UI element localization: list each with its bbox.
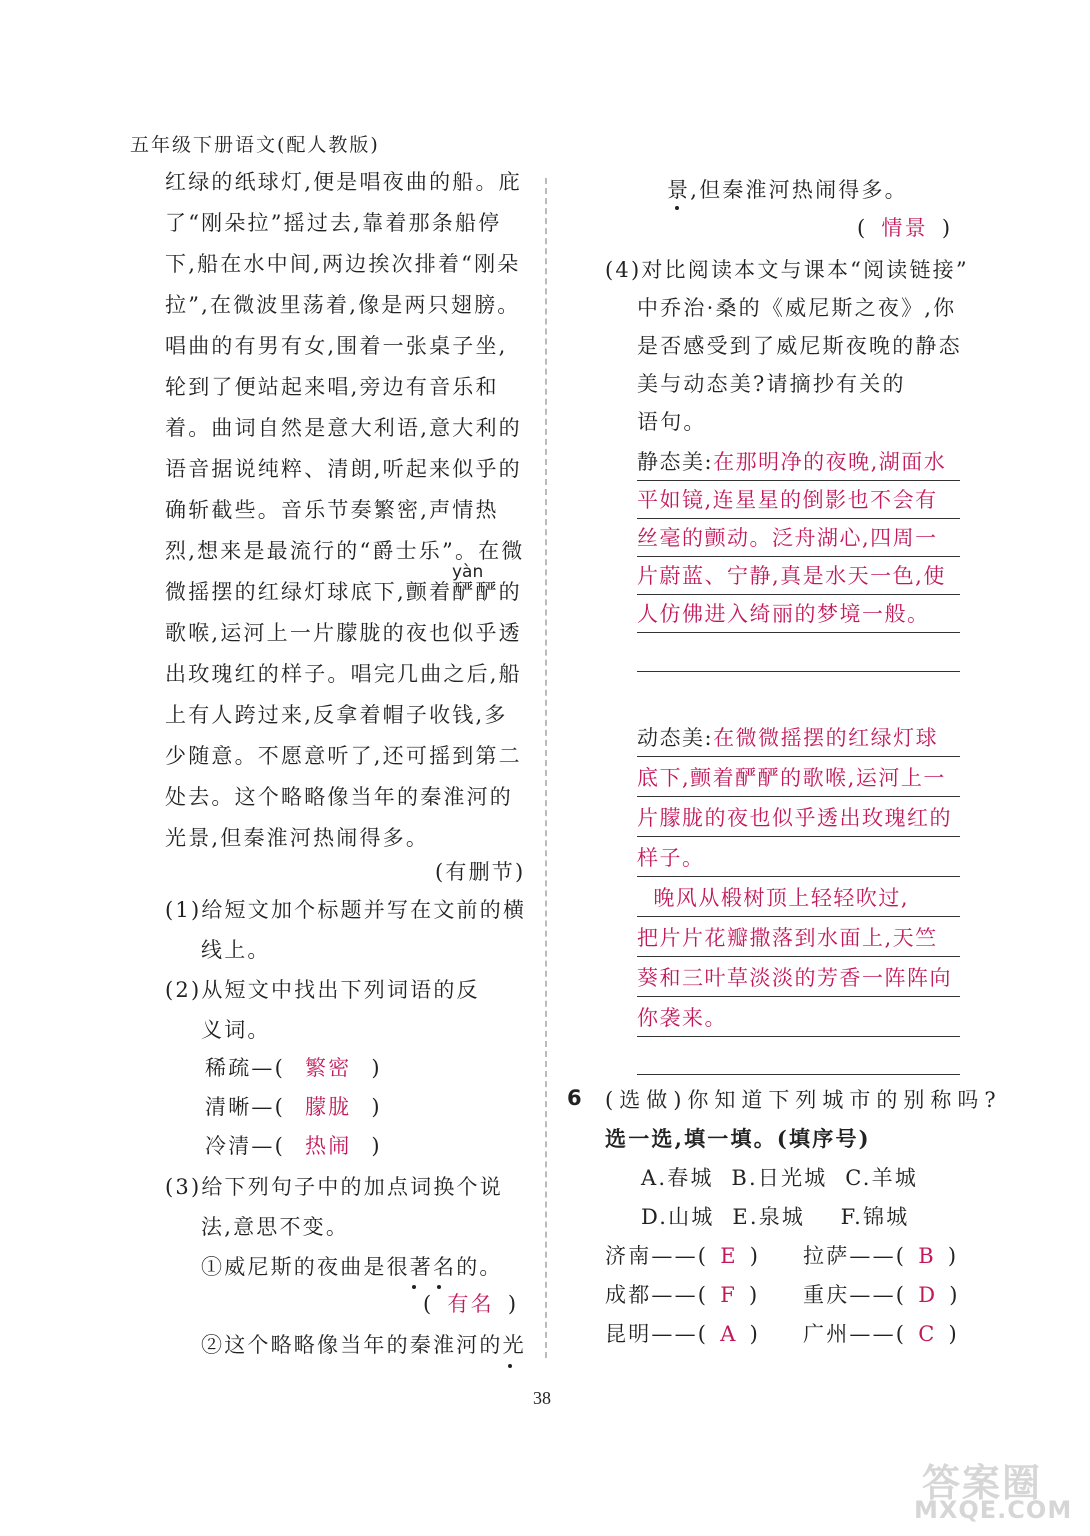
passage-line: 出玫瑰红的样子。唱完几曲之后,船 [165,662,522,686]
page-header: 五年级下册语文(配人教版) [130,134,380,156]
city-answer: B [918,1244,936,1268]
blank-answer-line [637,671,960,672]
static-beauty-answer: 丝毫的颤动。泛舟湖心,四周一 [637,524,960,557]
question-3-sentence-1: ①威尼斯的夜曲是很著名的。 [201,1255,503,1279]
dynamic-beauty-answer: 葵和三叶草淡淡的芳香一阵阵向 [637,964,960,997]
antonym-item: 清晰—( 朦胧 ) [205,1095,382,1119]
emphasis-dot [412,1285,416,1289]
city-item: 济南——( E ) [605,1244,761,1268]
passage-line: 唱曲的有男有女,围着一张桌子坐, [165,334,508,358]
question-1: (1)给短文加个标题并写在文前的横 [165,898,527,922]
passage-line: 红绿的纸球灯,便是唱夜曲的船。庇 [165,170,522,194]
city-answer: A [720,1322,738,1346]
city-answer: C [918,1322,937,1346]
city-answer: F [720,1283,737,1307]
passage-line: 处去。这个略略像当年的秦淮河的 [165,785,513,809]
question-4-cont: 语句。 [637,410,707,434]
blank-answer-line [637,1074,960,1075]
passage-line: 下,船在水中间,两边挨次排着“刚朵 [165,252,521,276]
answer-text: 情景 [881,216,928,240]
dynamic-beauty-answer: 把片片花瓣撒落到水面上,天竺 [637,924,960,957]
question-6-instruction: 选一选,填一填。(填序号) [605,1126,871,1151]
static-beauty-answer: 静态美:在那明净的夜晚,湖面水 [637,448,960,481]
question-2: (2)从短文中找出下列词语的反 [165,978,480,1002]
question-6-number: 6 [567,1086,582,1110]
antonym-answer: 繁密 [305,1056,352,1080]
column-divider [545,178,547,1358]
answer-row: ( 有名 ) [423,1292,519,1316]
emphasis-dot [437,1285,441,1289]
city-item: 拉萨——( B ) [803,1244,959,1268]
dynamic-beauty-answer: 你袭来。 [637,1004,960,1037]
passage-line: 上有人跨过来,反拿着帽子收钱,多 [165,703,508,727]
dynamic-beauty-answer: 动态美:在微微摇摆的红绿灯球 [637,724,960,757]
question-3-sentence-2: ②这个略略像当年的秦淮河的光 [201,1333,526,1357]
passage-line: 了“刚朵拉”摇过去,靠着那条船停 [165,211,502,235]
watermark-top: 答案圈 [922,1461,1043,1505]
passage-line: 语音据说纯粹、清朗,听起来似乎的 [165,457,522,481]
question-3-sentence-2-cont: 景,但秦淮河热闹得多。 [667,178,908,202]
static-beauty-answer: 片蔚蓝、宁静,真是水天一色,使 [637,562,960,595]
question-1-cont: 线上。 [201,938,271,962]
question-4-cont: 是否感受到了威尼斯夜晚的静态 [637,334,962,358]
answer-text: 有名 [447,1292,494,1316]
options-row: A.春城 B.日光城 C.羊城 [641,1166,919,1190]
city-item: 成都——( F ) [605,1283,760,1307]
dynamic-beauty-answer: 样子。 [637,844,960,877]
city-item: 重庆——( D ) [803,1283,960,1307]
passage-line: 少随意。不愿意听了,还可摇到第二 [165,744,522,768]
antonym-item: 稀疏—( 繁密 ) [205,1056,382,1080]
question-4-cont: 美与动态美?请摘抄有关的 [637,372,906,396]
antonym-item: 冷清—( 热闹 ) [205,1134,382,1158]
emphasis-dot [675,206,679,210]
passage-line: 歌喉,运河上一片朦胧的夜也似乎透 [165,621,522,645]
passage-line: 微摇摆的红绿灯球底下,颤着酽酽的 [165,580,522,604]
city-item: 昆明——( A ) [605,1322,760,1346]
static-beauty-answer: 平如镜,连星星的倒影也不会有 [637,486,960,519]
emphasis-dot [508,1364,512,1368]
passage-line: 确斩截些。音乐节奏繁密,声情热 [165,498,499,522]
city-answer: E [720,1244,738,1268]
antonym-answer: 热闹 [305,1134,352,1158]
passage-line: 烈,想来是最流行的“爵士乐”。在微 [165,539,525,563]
question-3: (3)给下列句子中的加点词换个说 [165,1175,503,1199]
dynamic-beauty-answer: 片朦胧的夜也似乎透出玫瑰红的 [637,804,960,837]
antonym-answer: 朦胧 [305,1095,352,1119]
question-6: (选做)你知道下列城市的别称吗? [605,1088,1002,1112]
page-number: 38 [533,1388,551,1408]
options-row: D.山城 E.泉城 F.锦城 [641,1205,910,1229]
passage-line: 拉”,在微波里荡着,像是两只翅膀。 [165,293,521,317]
dynamic-beauty-answer: 底下,颤着酽酽的歌喉,运河上一 [637,764,960,797]
question-3-cont: 法,意思不变。 [201,1215,350,1239]
static-beauty-answer: 人仿佛进入绮丽的梦境一般。 [637,600,960,633]
source-note: (有删节) [435,860,526,884]
answer-row: ( 情景 ) [857,216,953,240]
passage-line: 轮到了便站起来唱,旁边有音乐和 [165,375,499,399]
passage-line: 光景,但秦淮河热闹得多。 [165,826,430,850]
pinyin-annotation: yàn [452,562,484,582]
question-4-cont: 中乔治·桑的《威尼斯之夜》,你 [637,296,957,320]
dynamic-beauty-answer: 晚风从椴树顶上轻轻吹过, [637,884,960,917]
city-item: 广州——( C ) [803,1322,959,1346]
watermark-logo [910,1452,1080,1527]
question-2-cont: 义词。 [201,1018,271,1042]
city-answer: D [918,1283,938,1307]
watermark-bottom: MXQE.COM [914,1496,1073,1524]
question-4: (4)对比阅读本文与课本“阅读链接” [605,258,969,282]
passage-line: 着。曲词自然是意大利语,意大利的 [165,416,522,440]
